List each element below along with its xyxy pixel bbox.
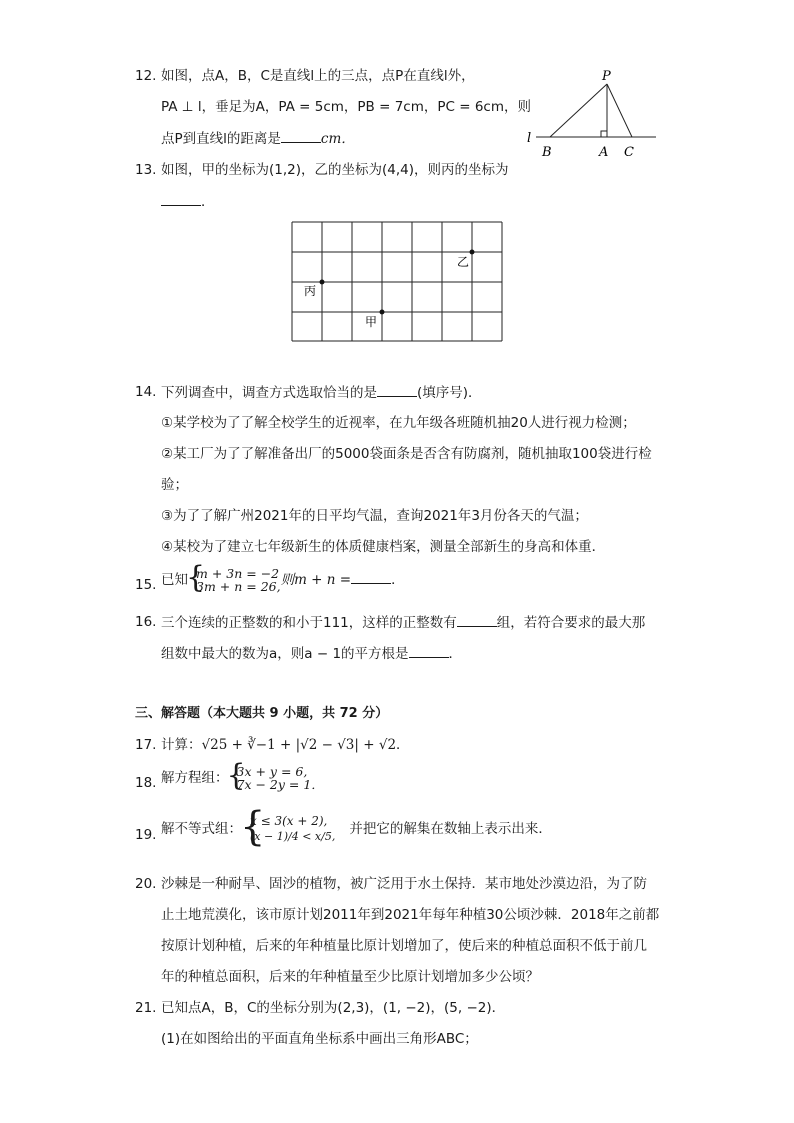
q18-number: 18. <box>135 775 157 791</box>
q19-pre: 解不等式组： <box>161 821 242 837</box>
q13-number: 13. <box>135 162 157 178</box>
q15-answer-blank[interactable] <box>351 569 391 584</box>
segment-pb <box>550 84 607 137</box>
q18-brace: { <box>226 758 246 793</box>
q16-line1 <box>161 612 645 633</box>
q13-line2 <box>161 191 215 212</box>
q15-pre: 已知 <box>161 572 188 588</box>
label-a: A <box>599 145 609 160</box>
q12-line1: 如图，点A，B，C是直线l上的三点，点P在直线l外， <box>161 68 475 84</box>
q15-line <box>161 560 405 595</box>
q14-hint: (填序号)． <box>417 385 482 401</box>
q19-eq2: (x − 1)/4 < x/5, <box>250 830 336 843</box>
label-l: l <box>527 131 532 146</box>
q18-pre: 解方程组： <box>161 770 229 786</box>
q14-option3: ③为了了解广州2021年的日平均气温，查询2021年3月份各天的气温； <box>161 508 588 524</box>
q16-number: 16. <box>135 614 157 630</box>
q16-line2 <box>161 643 462 664</box>
q18-system <box>226 758 324 793</box>
q15-eq2: 3m + n = 26, <box>196 579 281 594</box>
q21-line1: 已知点A，B，C的坐标分别为(2,3)，(1, −2)，(5, −2)． <box>161 1000 506 1016</box>
label-bing: 丙 <box>304 284 317 298</box>
q19-brace: { <box>240 804 266 850</box>
section-three-heading: 三、解答题（本大题共 9 小题，共 72 分） <box>135 706 389 721</box>
q16-text1: 三个连续的正整数的和小于111，这样的正整数有 <box>161 615 457 631</box>
q12-figure <box>520 62 670 162</box>
q14-option2-cont: 验； <box>161 477 188 493</box>
q17-number: 17. <box>135 737 157 753</box>
q20-line4: 年的种植总面积，后来的年种植量至少比原计划增加多少公顷？ <box>161 969 539 985</box>
q20-line1: 沙棘是一种耐旱、固沙的植物，被广泛用于水土保持．某市地处沙漠边沿，为了防 <box>161 876 647 892</box>
q15-eq1: m + 3n = −2 <box>196 566 280 581</box>
q13-line1: 如图，甲的坐标为(1,2)，乙的坐标为(4,4)，则丙的坐标为 <box>161 162 509 178</box>
q19-line <box>161 804 552 850</box>
q19-system <box>240 804 336 850</box>
q12-answer-blank[interactable] <box>281 128 321 143</box>
q18-line <box>161 758 324 793</box>
q14-number: 14. <box>135 384 157 400</box>
q14-option1: ①某学校为了了解全校学生的近视率，在九年级各班随机抽20人进行视力检测； <box>161 415 636 431</box>
label-yi: 乙 <box>457 255 470 269</box>
q16-answer-blank1[interactable] <box>457 612 497 627</box>
q12-line3-text: 点P到直线l的距离是 <box>161 131 281 147</box>
q15-system <box>186 560 281 595</box>
point-yi <box>470 250 475 255</box>
q15-number: 15. <box>135 577 157 593</box>
q12-line2: PA ⊥ l，垂足为A，PA = 5cm，PB = 7cm，PC = 6cm，则 <box>161 99 531 115</box>
q15-post: 则m + n = <box>280 572 352 588</box>
q14-line1 <box>161 382 482 403</box>
q13-period: ． <box>201 194 215 210</box>
label-p: P <box>602 69 611 84</box>
point-jia <box>380 310 385 315</box>
q15-brace: { <box>186 560 206 595</box>
q14-stem: 下列调查中，调查方式选取恰当的是 <box>161 385 377 401</box>
q21-number: 21. <box>135 1000 157 1016</box>
q21-part1: (1)在如图给出的平面直角坐标系中画出三角形ABC； <box>161 1031 478 1047</box>
q16-text2: 组，若符合要求的最大那 <box>496 615 646 631</box>
q19-eq1: x ≤ 3(x + 2), <box>250 814 328 828</box>
q19-number: 19. <box>135 827 157 843</box>
q20-number: 20. <box>135 876 157 892</box>
label-jia: 甲 <box>365 315 378 329</box>
label-b: B <box>542 145 552 160</box>
q20-line2: 止土地荒漠化，该市原计划2011年到2021年每年种植30公顷沙棘．2018年之前都 <box>161 907 660 923</box>
right-angle-mark <box>601 131 607 137</box>
label-c: C <box>624 145 634 160</box>
q16-text3: 组数中最大的数为a，则a − 1的平方根是 <box>161 646 409 662</box>
q20-line3: 按原计划种植，后来的年种植量比原计划增加了，使后来的种植总面积不低于前几 <box>161 938 647 954</box>
q12-unit: cm． <box>320 131 355 147</box>
q18-eq1: 3x + y = 6, <box>236 764 308 779</box>
q14-option4: ④某校为了建立七年级新生的体质健康档案，测量全部新生的身高和体重． <box>161 539 606 555</box>
q19-post: 并把它的解集在数轴上表示出来． <box>349 821 552 837</box>
point-bing <box>320 280 325 285</box>
segment-pc <box>607 84 632 137</box>
q16-answer-blank2[interactable] <box>409 643 449 658</box>
q16-text4: ． <box>448 646 463 662</box>
q12-line3 <box>161 128 355 149</box>
q13-grid-figure <box>290 219 504 343</box>
q14-option2: ②某工厂为了了解准备出厂的5000袋面条是否含有防腐剂，随机抽取100袋进行检 <box>161 446 652 462</box>
q14-answer-blank[interactable] <box>377 382 417 397</box>
q12-number: 12. <box>135 68 157 84</box>
q15-end: ． <box>391 572 405 588</box>
q13-answer-blank[interactable] <box>161 191 201 206</box>
q17-expression: 计算：√25 + ∛−1 + |√2 − √3| + √2． <box>161 737 410 753</box>
q18-eq2: 7x − 2y = 1． <box>236 777 324 792</box>
